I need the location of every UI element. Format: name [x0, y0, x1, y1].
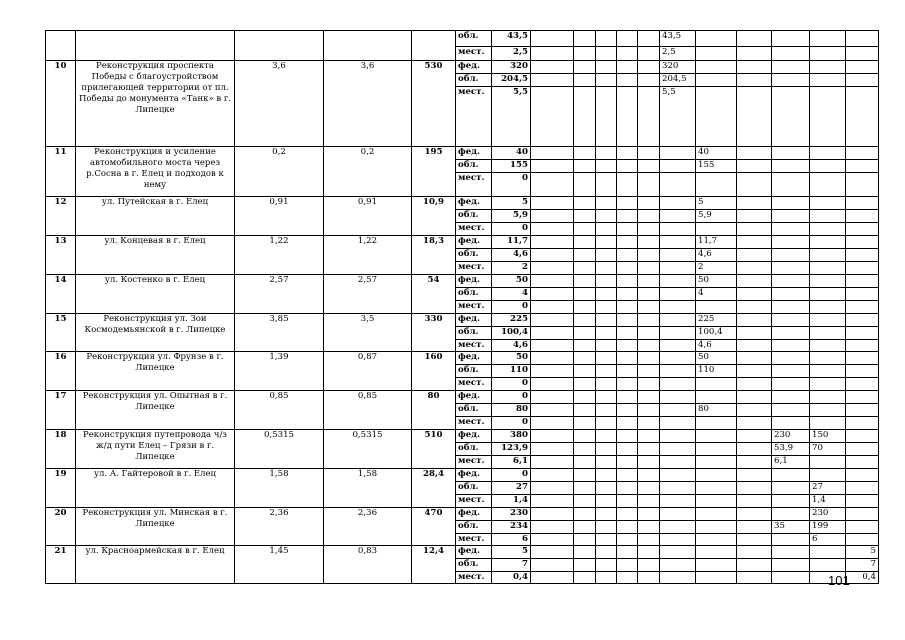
amount: 110 [492, 365, 531, 378]
project-number: 10 [46, 61, 76, 147]
amount: 7 [492, 559, 531, 572]
length-stage: 2,57 [324, 275, 412, 314]
amount: 0 [492, 223, 531, 236]
level-label: фед. [456, 352, 492, 365]
amount: 0 [492, 391, 531, 404]
cell-value: 4,6 [696, 340, 737, 352]
total-cost: 28,4 [412, 469, 456, 508]
amount: 234 [492, 521, 531, 534]
level-label: обл. [456, 327, 492, 340]
amount: 27 [492, 482, 531, 495]
length-stage: 0,5315 [324, 430, 412, 469]
cell-value: 110 [696, 365, 737, 378]
project-name: Реконструкция ул. Зои Космодемьянской в г. Липецке [76, 314, 235, 352]
length-total: 1,22 [235, 236, 324, 275]
table-row [46, 61, 879, 74]
length-total: 3,85 [235, 314, 324, 352]
table-row [46, 275, 879, 288]
cell-value: 40 [696, 147, 737, 160]
total-cost: 330 [412, 314, 456, 352]
amount: 43,5 [492, 31, 531, 47]
cell-value: 5 [846, 546, 879, 559]
table-row [46, 508, 879, 521]
amount: 2,5 [492, 47, 531, 61]
level-label: мест. [456, 301, 492, 314]
level-label: мест. [456, 456, 492, 469]
length-total: 0,91 [235, 197, 324, 236]
cell-value: 35 [772, 521, 810, 534]
amount: 4,6 [492, 340, 531, 352]
level-label: мест. [456, 495, 492, 508]
level-label: мест. [456, 223, 492, 236]
total-cost: 510 [412, 430, 456, 469]
length-total: 0,5315 [235, 430, 324, 469]
project-number: 21 [46, 546, 76, 584]
table-row [46, 469, 879, 482]
level-label: обл. [456, 521, 492, 534]
amount: 100,4 [492, 327, 531, 340]
amount: 0 [492, 301, 531, 314]
table-row [46, 197, 879, 210]
cell-value: 230 [772, 430, 810, 443]
cell-value: 50 [696, 275, 737, 288]
table-row [46, 236, 879, 249]
amount: 5,5 [492, 87, 531, 147]
total-cost: 530 [412, 61, 456, 147]
length-stage: 0,2 [324, 147, 412, 197]
cell-value: 5 [696, 197, 737, 210]
length-total: 1,39 [235, 352, 324, 391]
cell-value: 6,1 [772, 456, 810, 469]
table-row [46, 31, 879, 47]
length-total: 0,85 [235, 391, 324, 430]
project-name: Реконструкция ул. Опытная в г. Липецке [76, 391, 235, 430]
cell-value: 53,9 [772, 443, 810, 456]
cell-value: 11,7 [696, 236, 737, 249]
level-label: мест. [456, 262, 492, 275]
amount: 6 [492, 534, 531, 546]
total-cost: 10,9 [412, 197, 456, 236]
amount: 40 [492, 147, 531, 160]
amount: 155 [492, 160, 531, 173]
amount: 0,4 [492, 572, 531, 584]
cell-value: 2 [696, 262, 737, 275]
project-number: 15 [46, 314, 76, 352]
project-name: ул. Концевая в г. Елец [76, 236, 235, 275]
length-total: 0,2 [235, 147, 324, 197]
total-cost: 80 [412, 391, 456, 430]
project-number: 19 [46, 469, 76, 508]
table-row [46, 314, 879, 327]
level-label: обл. [456, 74, 492, 87]
amount: 320 [492, 61, 531, 74]
project-name: Реконструкция и усиление автомобильного моста через р.Сосна в г. Елец и подходов к нему [76, 147, 235, 197]
cell-value: 5,5 [660, 87, 696, 147]
level-label: обл. [456, 443, 492, 456]
length-stage: 0,85 [324, 391, 412, 430]
level-label: обл. [456, 31, 492, 47]
road-projects-table [45, 30, 879, 584]
cell-value: 5,9 [696, 210, 737, 223]
project-name: Реконструкция проспекта Победы с благоустройством прилегающей территории от пл. Победы до монумента «Танк» в г. Липецке [76, 61, 235, 147]
amount: 0 [492, 378, 531, 391]
cell-value: 0,4 [846, 572, 879, 584]
project-number: 20 [46, 508, 76, 546]
cell-value: 27 [810, 482, 846, 495]
level-label: фед. [456, 391, 492, 404]
cell-value: 43,5 [660, 31, 696, 47]
project-number: 17 [46, 391, 76, 430]
cell-value: 199 [810, 521, 846, 534]
total-cost: 470 [412, 508, 456, 546]
project-name: Реконструкция путепровода ч/з ж/д пути Елец – Грязи в г. Липецке [76, 430, 235, 469]
project-number: 11 [46, 147, 76, 197]
length-stage: 3,6 [324, 61, 412, 147]
level-label: мест. [456, 378, 492, 391]
level-label: фед. [456, 430, 492, 443]
amount: 5 [492, 546, 531, 559]
table-row [46, 430, 879, 443]
amount: 80 [492, 404, 531, 417]
project-number: 13 [46, 236, 76, 275]
cell-value: 70 [810, 443, 846, 456]
level-label: обл. [456, 210, 492, 223]
project-number: 12 [46, 197, 76, 236]
cell-value: 4 [696, 288, 737, 301]
project-name: ул. А. Гайтеровой в г. Елец [76, 469, 235, 508]
level-label: обл. [456, 559, 492, 572]
amount: 4,6 [492, 249, 531, 262]
amount: 50 [492, 275, 531, 288]
total-cost: 18,3 [412, 236, 456, 275]
level-label: фед. [456, 314, 492, 327]
cell-value: 320 [660, 61, 696, 74]
length-total: 1,58 [235, 469, 324, 508]
level-label: обл. [456, 160, 492, 173]
amount: 225 [492, 314, 531, 327]
level-label: мест. [456, 417, 492, 430]
total-cost: 12,4 [412, 546, 456, 584]
cell-value: 100,4 [696, 327, 737, 340]
cell-value: 6 [810, 534, 846, 546]
program-table [45, 30, 876, 582]
amount: 5,9 [492, 210, 531, 223]
cell-value: 7 [846, 559, 879, 572]
cell-value: 2,5 [660, 47, 696, 61]
cell-value: 204,5 [660, 74, 696, 87]
amount: 230 [492, 508, 531, 521]
level-label: мест. [456, 47, 492, 61]
project-name: ул. Костенко в г. Елец [76, 275, 235, 314]
project-name: Реконструкция ул. Фрунзе в г. Липецке [76, 352, 235, 391]
project-number: 18 [46, 430, 76, 469]
amount: 2 [492, 262, 531, 275]
length-total: 2,57 [235, 275, 324, 314]
level-label: фед. [456, 147, 492, 160]
level-label: фед. [456, 197, 492, 210]
length-stage: 1,22 [324, 236, 412, 275]
level-label: фед. [456, 508, 492, 521]
length-stage: 1,58 [324, 469, 412, 508]
amount: 123,9 [492, 443, 531, 456]
length-stage: 0,91 [324, 197, 412, 236]
amount: 1,4 [492, 495, 531, 508]
total-cost: 160 [412, 352, 456, 391]
level-label: мест. [456, 572, 492, 584]
cell-value: 80 [696, 404, 737, 417]
level-label: обл. [456, 365, 492, 378]
amount: 11,7 [492, 236, 531, 249]
amount: 0 [492, 173, 531, 197]
total-cost: 195 [412, 147, 456, 197]
length-total: 2,36 [235, 508, 324, 546]
level-label: обл. [456, 482, 492, 495]
table-row [46, 546, 879, 559]
table-row [46, 391, 879, 404]
cell-value: 225 [696, 314, 737, 327]
level-label: фед. [456, 275, 492, 288]
amount: 4 [492, 288, 531, 301]
length-total: 3,6 [235, 61, 324, 147]
total-cost: 54 [412, 275, 456, 314]
table-row [46, 147, 879, 160]
length-stage: 2,36 [324, 508, 412, 546]
length-stage: 3,5 [324, 314, 412, 352]
length-stage: 0,83 [324, 546, 412, 584]
cell-value: 4,6 [696, 249, 737, 262]
level-label: обл. [456, 404, 492, 417]
table-row [46, 352, 879, 365]
project-name: ул. Путейская в г. Елец [76, 197, 235, 236]
cell-value: 150 [810, 430, 846, 443]
page-number: 101 [828, 573, 850, 588]
level-label: фед. [456, 61, 492, 74]
project-name: ул. Красноармейская в г. Елец [76, 546, 235, 584]
length-stage: 0,87 [324, 352, 412, 391]
amount: 204,5 [492, 74, 531, 87]
length-total: 1,45 [235, 546, 324, 584]
amount: 5 [492, 197, 531, 210]
level-label: мест. [456, 340, 492, 352]
amount: 50 [492, 352, 531, 365]
cell-value: 1,4 [810, 495, 846, 508]
project-number: 14 [46, 275, 76, 314]
level-label: обл. [456, 288, 492, 301]
level-label: мест. [456, 173, 492, 197]
amount: 0 [492, 417, 531, 430]
amount: 6,1 [492, 456, 531, 469]
amount: 380 [492, 430, 531, 443]
project-number: 16 [46, 352, 76, 391]
level-label: фед. [456, 469, 492, 482]
level-label: мест. [456, 87, 492, 147]
level-label: мест. [456, 534, 492, 546]
cell-value: 50 [696, 352, 737, 365]
amount: 0 [492, 469, 531, 482]
level-label: обл. [456, 249, 492, 262]
cell-value: 155 [696, 160, 737, 173]
level-label: фед. [456, 236, 492, 249]
project-name: Реконструкция ул. Минская в г. Липецке [76, 508, 235, 546]
cell-value: 230 [810, 508, 846, 521]
level-label: фед. [456, 546, 492, 559]
